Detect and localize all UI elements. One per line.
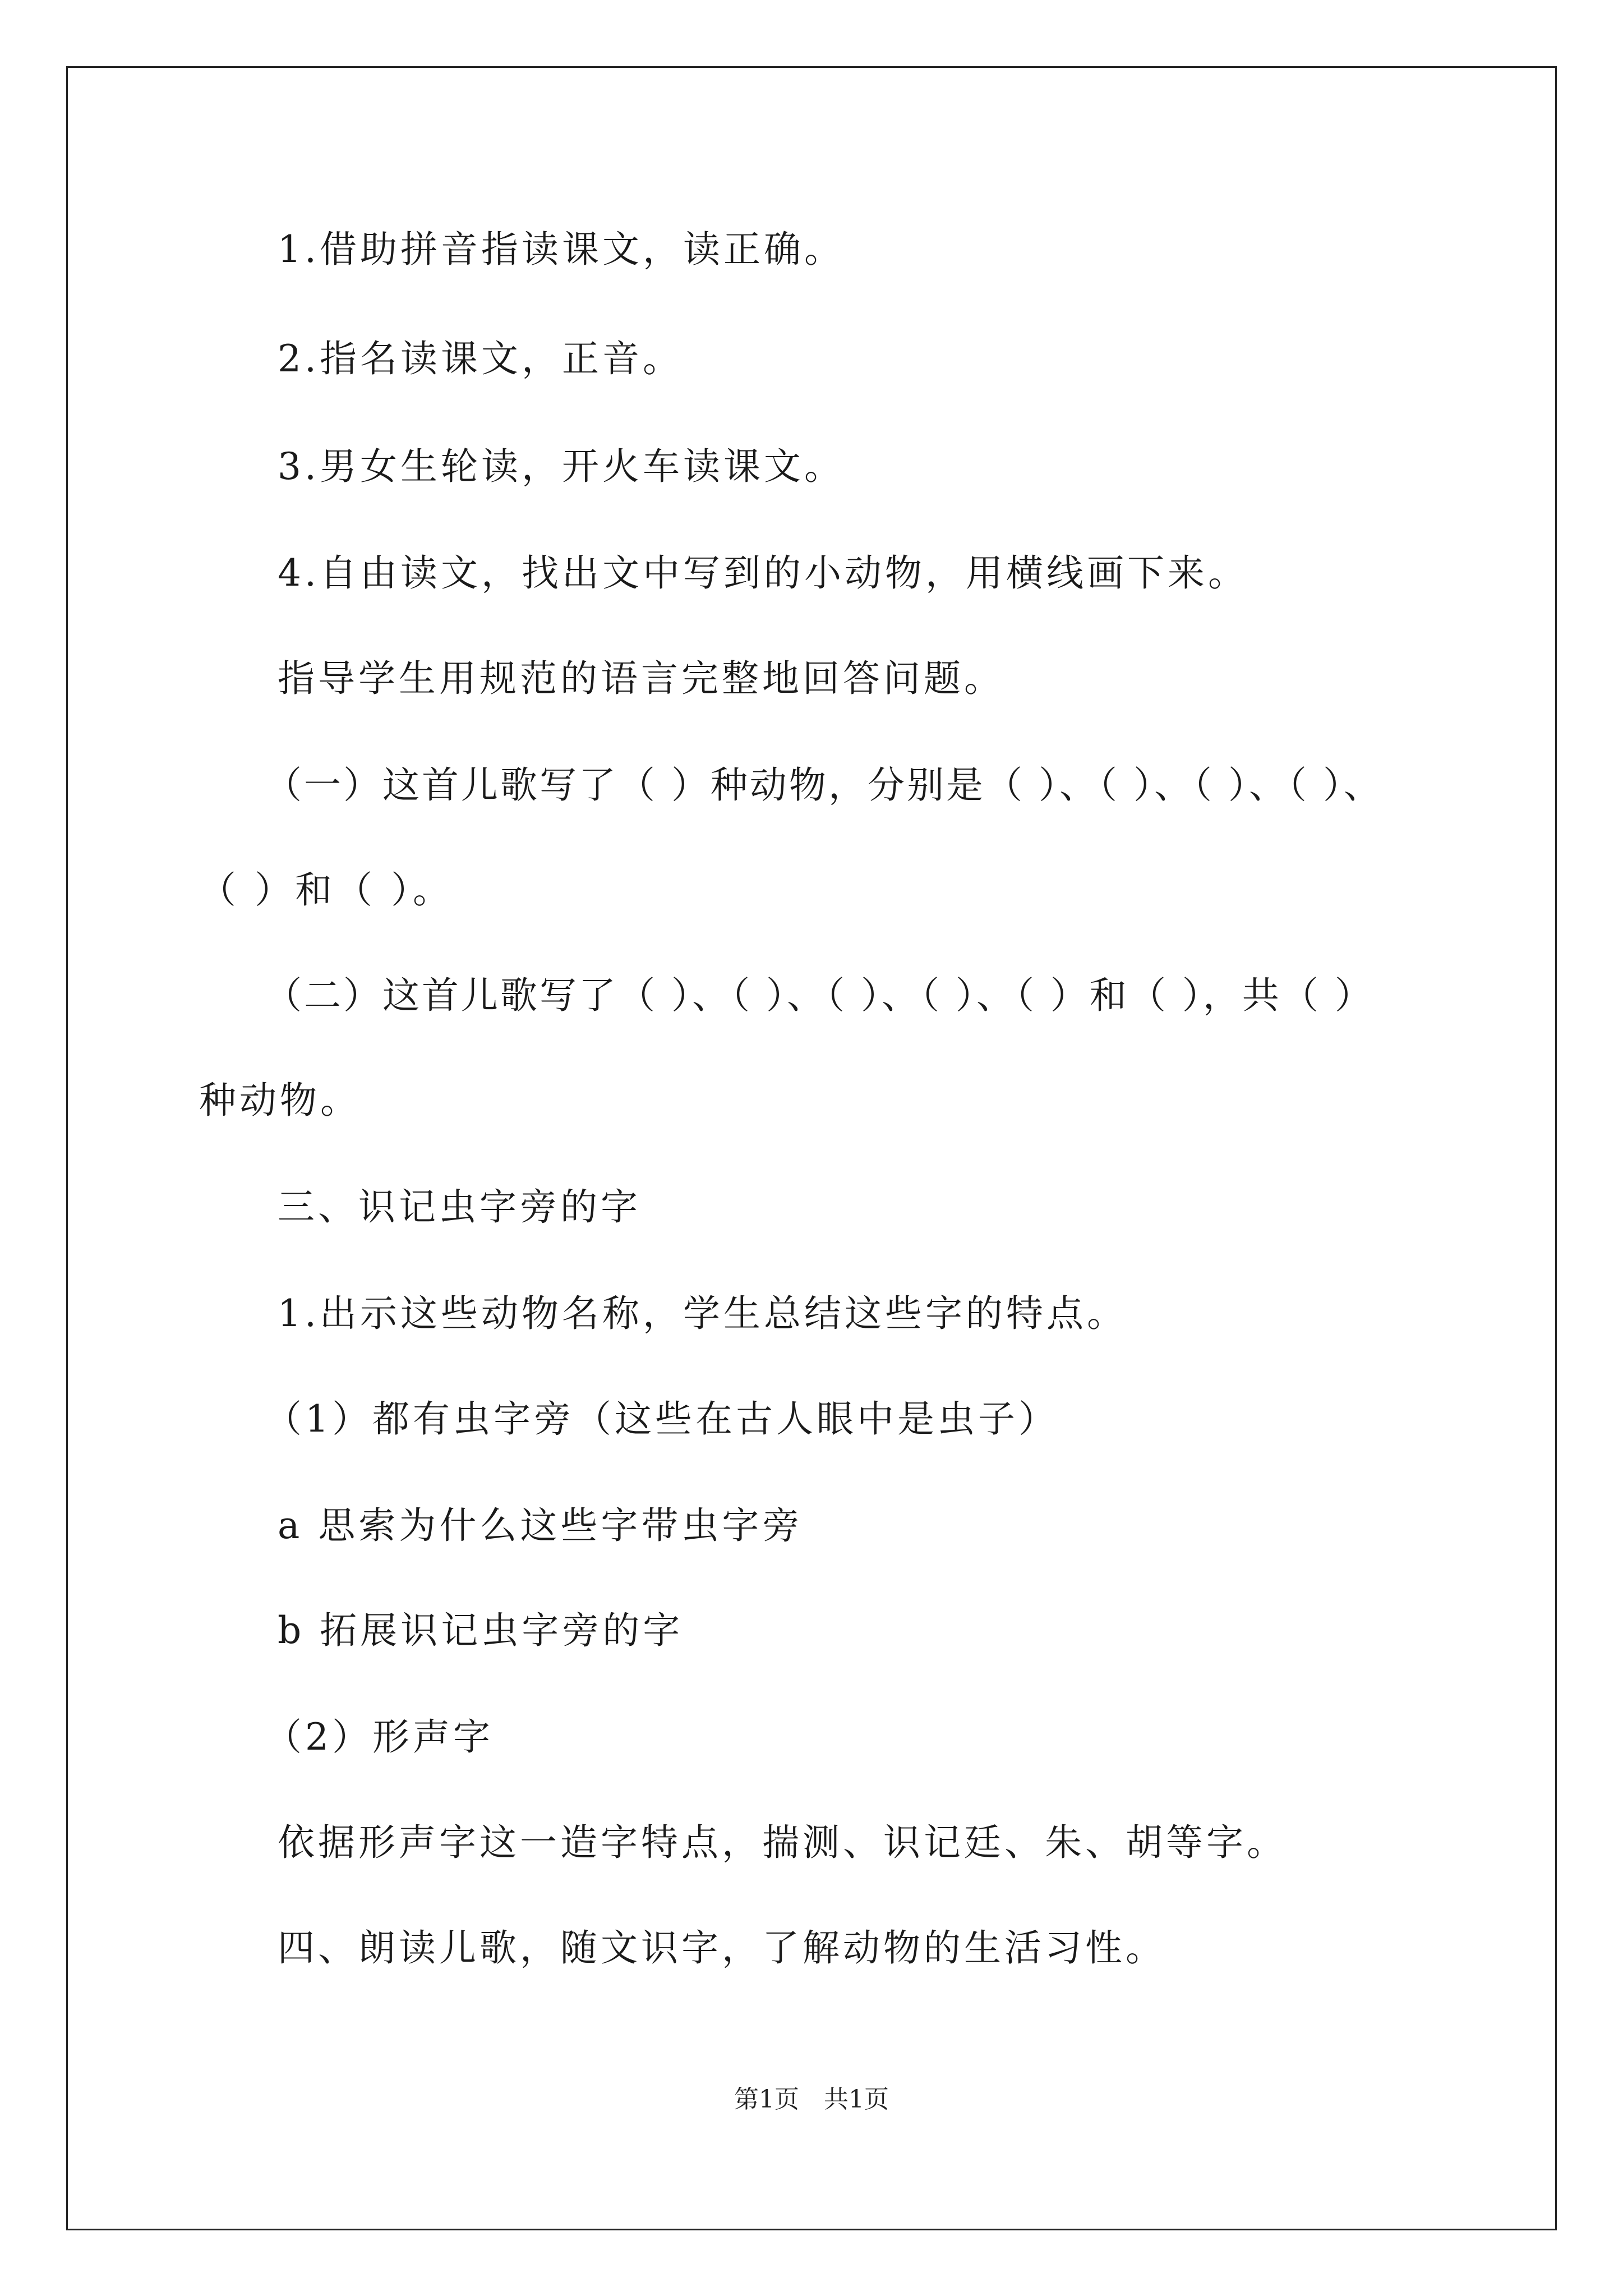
question-1-line-2: （ ）和（ ）。 [199,868,453,912]
page-border [66,66,1557,2230]
paragraph-2: 2.指名读课文，正音。 [278,337,683,380]
section-heading-4: 四、朗读儿歌，随文识字，了解动物的生活习性。 [278,1926,1166,1970]
question-1-line-1: （一）这首儿歌写了（ ）种动物，分别是（ ）、（ ）、（ ）、（ ）、 [265,763,1383,807]
paragraph-5: 指导学生用规范的语言完整地回答问题。 [278,657,1004,700]
paragraph-10: （2）形声字 [265,1715,494,1759]
paragraph-3: 3.男女生轮读，开火车读课文。 [278,445,845,488]
paragraph-11: 依据形声字这一造字特点，揣测、识记廷、朱、胡等字。 [278,1821,1287,1864]
question-2-line-1: （二）这首儿歌写了（ ）、（ ）、（ ）、（ ）、（ ）和（ ），共（ ） [265,974,1374,1017]
paragraph-1: 1.借助拼音指读课文，读正确。 [278,228,845,271]
paragraph-7: （1）都有虫字旁（这些在古人眼中是虫子） [265,1397,1059,1441]
paragraph-4: 4.自由读文，找出文中写到的小动物，用横线画下来。 [278,551,1248,595]
section-heading-3: 三、识记虫字旁的字 [278,1185,641,1228]
page-footer: 第1页 共1页 [734,2085,889,2114]
paragraph-8: a 思索为什么这些字带虫字旁 [278,1504,803,1547]
paragraph-6: 1.出示这些动物名称，学生总结这些字的特点。 [278,1292,1127,1335]
question-2-line-2: 种动物。 [199,1079,361,1122]
paragraph-9: b 拓展识记虫字旁的字 [278,1609,684,1652]
